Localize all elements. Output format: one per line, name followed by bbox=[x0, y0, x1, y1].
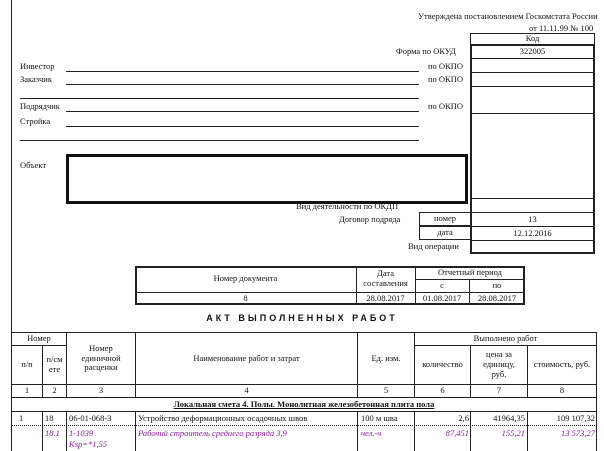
col-psm-header: п/см ете bbox=[42, 345, 67, 385]
row2-rate-coef: Кзр=*1,55 bbox=[69, 439, 108, 449]
investor-label: Инвестор bbox=[20, 61, 55, 71]
row1-pp: 1 bbox=[19, 413, 24, 423]
col-num-8: 8 bbox=[527, 384, 597, 398]
act-title: АКТ ВЫПОЛНЕННЫХ РАБОТ bbox=[206, 313, 398, 323]
row1-top-border bbox=[11, 411, 597, 412]
operation-label: Вид операции bbox=[408, 241, 459, 251]
okud-value: 322005 bbox=[519, 46, 546, 56]
doc-date-value: 28.08.2017 bbox=[356, 292, 416, 305]
col-divider bbox=[42, 411, 43, 451]
col-num-5: 5 bbox=[357, 384, 415, 398]
construction-line bbox=[66, 126, 419, 127]
doc-to-value: 28.08.2017 bbox=[477, 292, 517, 303]
table-right-border bbox=[596, 332, 597, 451]
col-divider bbox=[357, 411, 358, 451]
col-cost-header: стоимость, руб. bbox=[527, 345, 597, 385]
col-num-2: 2 bbox=[42, 384, 67, 398]
approval-line-1: Утверждена постановлением Госкомстата России bbox=[418, 11, 598, 21]
row1-rate: 06-01-068-3 bbox=[69, 413, 112, 423]
object-label: Объект bbox=[20, 160, 47, 170]
col-price-header: цена за единицу, руб. bbox=[470, 345, 528, 385]
code-row-divider bbox=[470, 198, 595, 199]
contract-number-value: 13 bbox=[528, 214, 537, 224]
code-header: Код bbox=[470, 33, 595, 45]
row2-unit: чел.-ч bbox=[361, 428, 382, 438]
okpo-label-contractor: по ОКПО bbox=[428, 101, 464, 111]
col-done-header: Выполнено работ bbox=[414, 332, 597, 346]
row2-cost: 13 573,27 bbox=[561, 428, 595, 438]
col-num-6: 6 bbox=[414, 384, 471, 398]
okpo-label-investor: по ОКПО bbox=[428, 61, 464, 71]
row2-rate: 1-1039 bbox=[69, 428, 94, 438]
row1-qty: 2,6 bbox=[458, 413, 469, 423]
section-heading: Локальная смета 4. Полы. Монолитная железобетонная плита пола bbox=[173, 399, 435, 409]
col-divider bbox=[470, 411, 471, 451]
code-row-divider bbox=[470, 58, 595, 59]
contract-number-label: номер bbox=[419, 212, 471, 226]
col-divider bbox=[414, 411, 415, 451]
investor-line bbox=[66, 71, 419, 72]
row1-cost: 109 107,32 bbox=[556, 413, 595, 423]
col-divider bbox=[135, 411, 136, 451]
okpo-label-customer: по ОКПО bbox=[428, 74, 464, 84]
doc-from-value: 01.08.2017 bbox=[415, 292, 470, 305]
contract-date-label: дата bbox=[419, 226, 471, 240]
construction-line-2 bbox=[20, 140, 419, 141]
col-rate-header: Номер единичной расценки bbox=[66, 332, 136, 385]
col-num-1: 1 bbox=[11, 384, 43, 398]
col-number-header: Номер bbox=[11, 332, 67, 346]
object-input-box[interactable] bbox=[66, 154, 468, 204]
okdp-label: Вид деятельности по ОКДП bbox=[296, 201, 399, 211]
col-divider bbox=[66, 411, 67, 451]
code-row-divider bbox=[470, 226, 595, 227]
row1-price: 41964,35 bbox=[493, 413, 525, 423]
row2-qty: 87,451 bbox=[445, 428, 469, 438]
col-num-4: 4 bbox=[135, 384, 358, 398]
approval-line-2: от 11.11.99 № 100 bbox=[529, 23, 594, 33]
code-row-divider bbox=[470, 212, 595, 213]
row1-bottom-border bbox=[11, 425, 597, 426]
doc-number-value: 8 bbox=[135, 292, 357, 305]
construction-label: Стройка bbox=[20, 116, 51, 126]
doc-number-header: Номер документа bbox=[135, 266, 357, 293]
col-divider bbox=[527, 411, 528, 451]
code-row-divider bbox=[470, 86, 595, 87]
row1-psm: 18 bbox=[45, 413, 54, 423]
col-name-header: Наименование работ и затрат bbox=[135, 332, 358, 385]
row2-name: Рабочий строитель среднего разряда 3,9 bbox=[138, 428, 287, 438]
contract-date-value: 12.12.2016 bbox=[513, 228, 552, 238]
contractor-line bbox=[66, 111, 419, 112]
col-num-7: 7 bbox=[470, 384, 528, 398]
row2-psm: 18.1 bbox=[45, 428, 60, 438]
code-row-divider bbox=[470, 240, 595, 241]
row2-price: 155,21 bbox=[501, 428, 525, 438]
col-unit-header: Ед. изм. bbox=[357, 332, 415, 385]
col-qty-header: количество bbox=[414, 345, 471, 385]
col-pp-header: п/п bbox=[11, 345, 43, 385]
okud-label: Форма по ОКУД bbox=[396, 46, 456, 56]
contractor-label: Подрядчик bbox=[20, 101, 60, 111]
row1-name: Устройство деформационных осадочных швов bbox=[138, 413, 308, 423]
row1-unit: 100 м шва bbox=[361, 413, 398, 423]
doc-from-header: с bbox=[415, 279, 470, 293]
col-num-3: 3 bbox=[66, 384, 136, 398]
doc-date-header: Дата составления bbox=[356, 266, 416, 293]
code-row-divider bbox=[470, 72, 595, 73]
customer-line-2 bbox=[20, 98, 419, 99]
doc-period-header: Отчетный период bbox=[415, 266, 525, 280]
contract-label: Договор подряда bbox=[339, 214, 401, 224]
customer-line bbox=[66, 84, 419, 85]
code-row-divider bbox=[470, 113, 595, 114]
doc-to-header: по bbox=[469, 279, 525, 293]
customer-label: Заказчик bbox=[20, 74, 52, 84]
